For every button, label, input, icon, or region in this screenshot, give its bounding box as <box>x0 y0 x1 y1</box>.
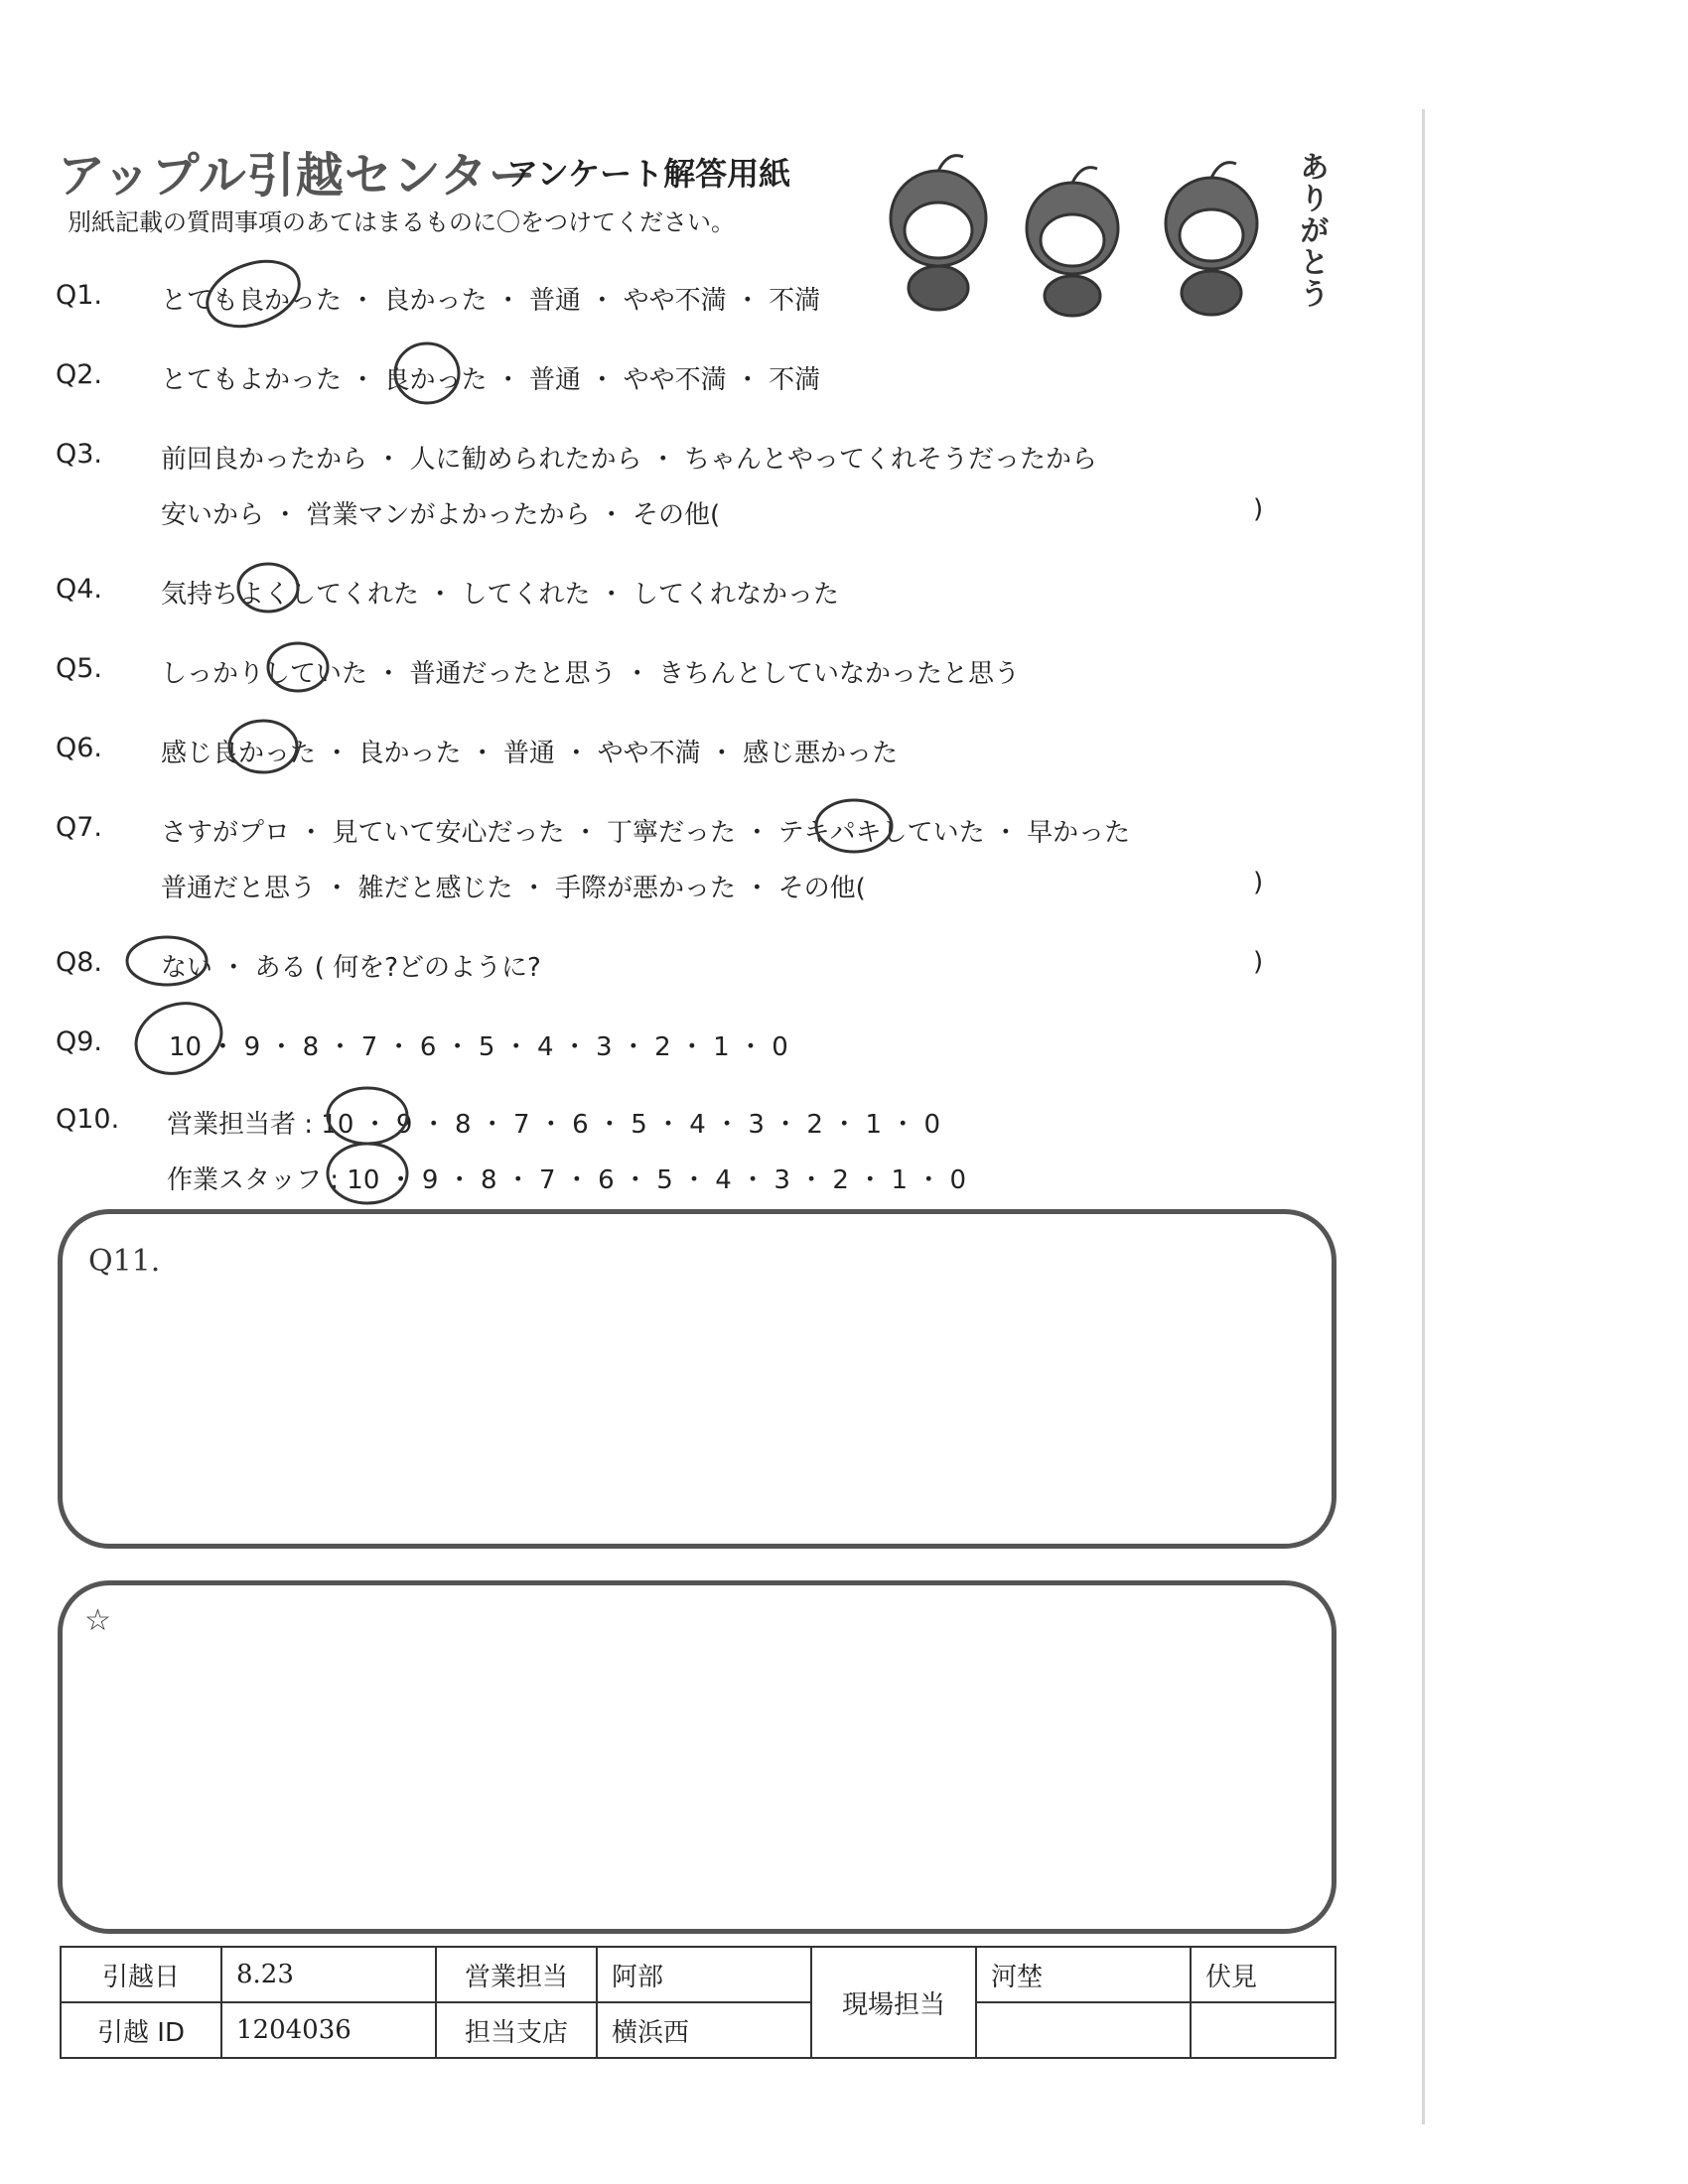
instruction-text: 別紙記載の質問事項のあてはまるものに〇をつけてください。 <box>68 208 735 236</box>
q9-circle-mark <box>126 992 231 1085</box>
site-staff-label: 現場担当 <box>811 1947 976 2058</box>
move-date-value: 8.23 <box>221 1947 436 2002</box>
move-date-label: 引越日 <box>61 1947 221 2002</box>
branch-label: 担当支店 <box>436 2002 597 2058</box>
q8-circle-mark <box>127 937 207 985</box>
q7-options-line1: さすがプロ ・ 見ていて安心だった ・ 丁寧だった ・ テキパキしていた ・ 早かった <box>161 818 1131 848</box>
q2-options: とてもよかった ・ 良かった ・ 普通 ・ やや不満 ・ 不満 <box>161 365 821 395</box>
move-info-table <box>60 1946 1336 2059</box>
brand-title: アップル引越センター <box>58 148 537 204</box>
q10-label: Q10. <box>56 1104 120 1135</box>
q1-label: Q1. <box>56 280 103 311</box>
q4-circle-mark <box>238 564 298 612</box>
q7-label: Q7. <box>56 812 103 843</box>
q3-options-line2: 安いから ・ 営業マンがよかったから ・ その他( <box>161 500 721 530</box>
q9-label: Q9. <box>56 1026 103 1057</box>
q7-options-line2: 普通だと思う ・ 雑だと感じた ・ 手際が悪かった ・ その他( <box>161 874 866 903</box>
q10-staff-scale: 作業スタッフ : 10 ・ 9 ・ 8 ・ 7 ・ 6 ・ 5 ・ 4 ・ 3 ・ 2 ・ 1 ・ 0 <box>167 1165 967 1195</box>
q3-close-paren: ) <box>1253 494 1264 524</box>
sales-rep-value: 阿部 <box>597 1947 811 2002</box>
q5-circle-mark <box>268 643 328 691</box>
site-staff-value-1: 河埜 <box>976 1947 1191 2002</box>
q8-label: Q8. <box>56 947 103 978</box>
star-comment-box[interactable] <box>58 1580 1336 1934</box>
thanks-vertical-text: ありがとう <box>1294 151 1329 310</box>
q3-options-line1: 前回良かったから ・ 人に勧められたから ・ ちゃんとやってくれそうだったから <box>161 445 1098 475</box>
branch-value: 横浜西 <box>597 2002 811 2058</box>
q2-label: Q2. <box>56 359 103 390</box>
q4-options: 気持ちよくしてくれた ・ してくれた ・ してくれなかった <box>161 580 840 610</box>
q6-label: Q6. <box>56 733 103 763</box>
q11-comment-box[interactable] <box>58 1209 1336 1549</box>
q5-options: しっかりしていた ・ 普通だったと思う ・ きちんとしていなかったと思う <box>161 659 1021 689</box>
form-subtitle: アンケート解答用紙 <box>506 155 791 193</box>
q6-options: 感じ良かった ・ 良かった ・ 普通 ・ やや不満 ・ 感じ悪かった <box>161 739 899 768</box>
q10-sales-scale: 営業担当者 : 10 ・ 9 ・ 8 ・ 7 ・ 6 ・ 5 ・ 4 ・ 3 ・ 2 ・ 1 ・ 0 <box>167 1110 941 1140</box>
move-id-label: 引越 ID <box>61 2002 221 2058</box>
q8-options: ない ・ ある ( 何を?どのように? <box>161 953 541 983</box>
q7-circle-mark <box>816 800 892 852</box>
site-staff-empty-2 <box>1191 2002 1336 2058</box>
site-staff-value-2: 伏見 <box>1191 1947 1336 2002</box>
q7-close-paren: ) <box>1253 868 1264 897</box>
move-id-value: 1204036 <box>221 2002 436 2058</box>
q4-label: Q4. <box>56 574 103 605</box>
q1-circle-mark <box>199 249 309 338</box>
q10-sales-circle-mark <box>328 1088 407 1144</box>
q6-circle-mark <box>229 721 297 772</box>
q1-options: とても良かった ・ 良かった ・ 普通 ・ やや不満 ・ 不満 <box>161 286 821 316</box>
site-staff-empty-1 <box>976 2002 1191 2058</box>
star-label: ☆ <box>84 1603 111 1638</box>
q2-circle-mark <box>395 343 459 403</box>
q8-close-paren: ) <box>1253 947 1264 977</box>
q11-label: Q11. <box>88 1244 161 1279</box>
q5-label: Q5. <box>56 653 103 684</box>
sales-rep-label: 営業担当 <box>436 1947 597 2002</box>
q10-staff-circle-mark <box>328 1144 407 1203</box>
q3-label: Q3. <box>56 439 103 470</box>
q9-scale: 10 ・ 9 ・ 8 ・ 7 ・ 6 ・ 5 ・ 4 ・ 3 ・ 2 ・ 1 ・ 0 <box>169 1032 788 1062</box>
